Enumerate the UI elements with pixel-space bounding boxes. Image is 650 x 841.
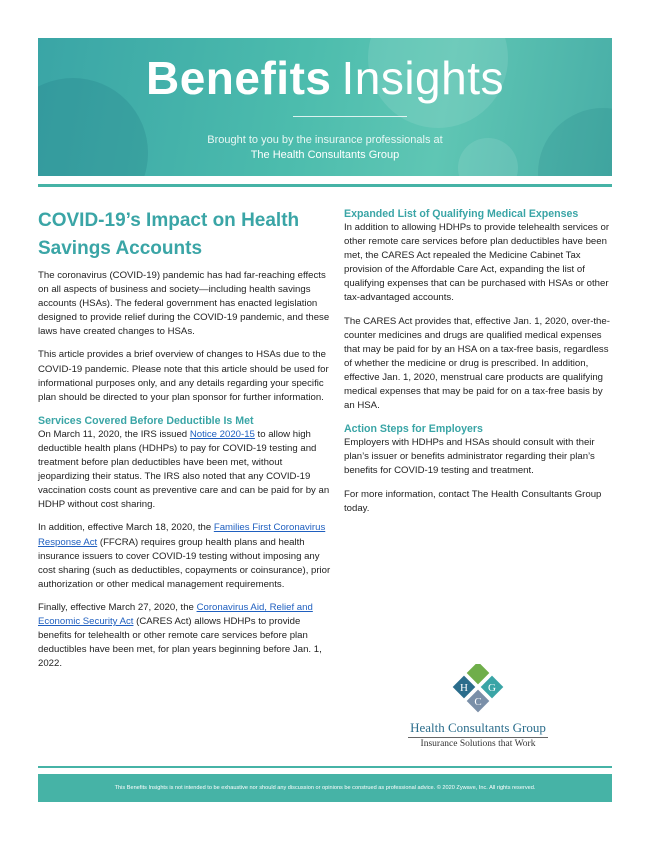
paragraph: The coronavirus (COVID-19) pandemic has had far-reaching effects on all aspects of business and society—including health savings accounts (HSAs). The federal government has enacted legislation designed to provide relief during the COVID-19 pandemic, and these laws have created changes to HSAs. [38,270,330,338]
logo-letter-c: C [474,696,482,708]
ffcra-link[interactable]: Families First Coronavirus Response Act [38,522,326,548]
brand-bold: Benefits [145,52,332,104]
company-logo [408,664,548,749]
article-title: COVID-19’s Impact on Health Savings Accounts [38,210,300,259]
company-name: The Health Consultants Group [250,149,400,161]
logo-tagline: Insurance Solutions that Work [408,737,548,749]
paragraph: In addition, effective March 18, 2020, the Families First Coronavirus Response Act (FFCRA) requires group health plans and health insurance issuers to cover COVID-19 testing without imposing any cost sharing (such as deductibles, copayments or coinsurance), prior authorization or other medical management requirements. [38,522,331,590]
paragraph: In addition to allowing HDHPs to provide telehealth services or other remote care services before plan deductibles have been met, the CARES Act repealed the Medicine Cabinet Tax provision of the Affordable Care Act, expanding the list of qualifying expenses that can be purchased with HSAs or other tax-advantaged accounts. [344,222,610,304]
notice-link[interactable]: Notice 2020-15 [189,428,255,440]
left-column [38,207,334,680]
paragraph: This article provides a brief overview of changes to HSAs due to the COVID-19 pandemic. Please note that this article should be used for informational purposes only, and any details regarding your specific plan should be directed to your plan sponsor for further information. [38,349,329,403]
footer-disclaimer: This Benefits Insights is not intended to be exhaustive nor should any discussion or opinions be construed as professional advice. © 2020 Zywave, Inc. All rights reserved. [114,785,536,791]
brand-light: Insights [341,52,504,104]
paragraph: On March 11, 2020, the IRS issued Notice 2020-15 to allow high deductible health plans (HDHPs) to pay for COVID-19 testing and treatment before plan deductibles have been met, without jeopardizing their status. The IRS also noted that any COVID-19 vaccination costs count as preventive care and can be paid for by an HDHP without cost sharing. [38,428,330,511]
section-heading: Action Steps for Employers [344,423,483,436]
footer-bar [38,774,612,802]
divider [38,766,612,768]
hcg-diamond-icon [408,664,548,720]
right-column [344,207,612,525]
logo-name: Health Consultants Group [410,720,546,735]
paragraph: Finally, effective March 27, 2020, the Coronavirus Aid, Relief and Economic Security Act (CARES Act) allows HDHPs to provide benefits for telehealth or other remote care services before plan deductibles have been met, for plan years beginning before Jan. 1, 2022. [38,601,322,670]
divider [38,184,612,187]
logo-letter-g: G [488,682,496,694]
publication-title [38,50,612,106]
section-heading: Services Covered Before Deductible Is Met [38,414,254,427]
cares-act-link[interactable]: Coronavirus Aid, Relief and Economic Security Act [38,601,313,627]
section-heading: Expanded List of Qualifying Medical Expenses [344,208,579,220]
logo-diamond-top [467,664,490,684]
paragraph: For more information, contact The Health Consultants Group today. [344,488,602,514]
paragraph: Employers with HDHPs and HSAs should consult with their plan’s issuer or benefits administrator regarding their plan’s benefits for COVID-19 testing and treatment. [344,437,595,477]
title-divider [293,116,407,117]
logo-letter-h: H [460,682,468,694]
paragraph: The CARES Act provides that, effective Jan. 1, 2020, over-the-counter medicines and drugs are qualified medical expenses that may be paid for by an HSA on a tax-free basis, regardless of whether the medicine or drug is prescribed. In addition, effective Jan. 1, 2020, menstrual care products are qualifying medical expenses that may be paid for on a tax-free basis by an HSA. [344,315,610,412]
header-banner [38,38,612,176]
tagline: Brought to you by the insurance professionals at [207,134,443,146]
